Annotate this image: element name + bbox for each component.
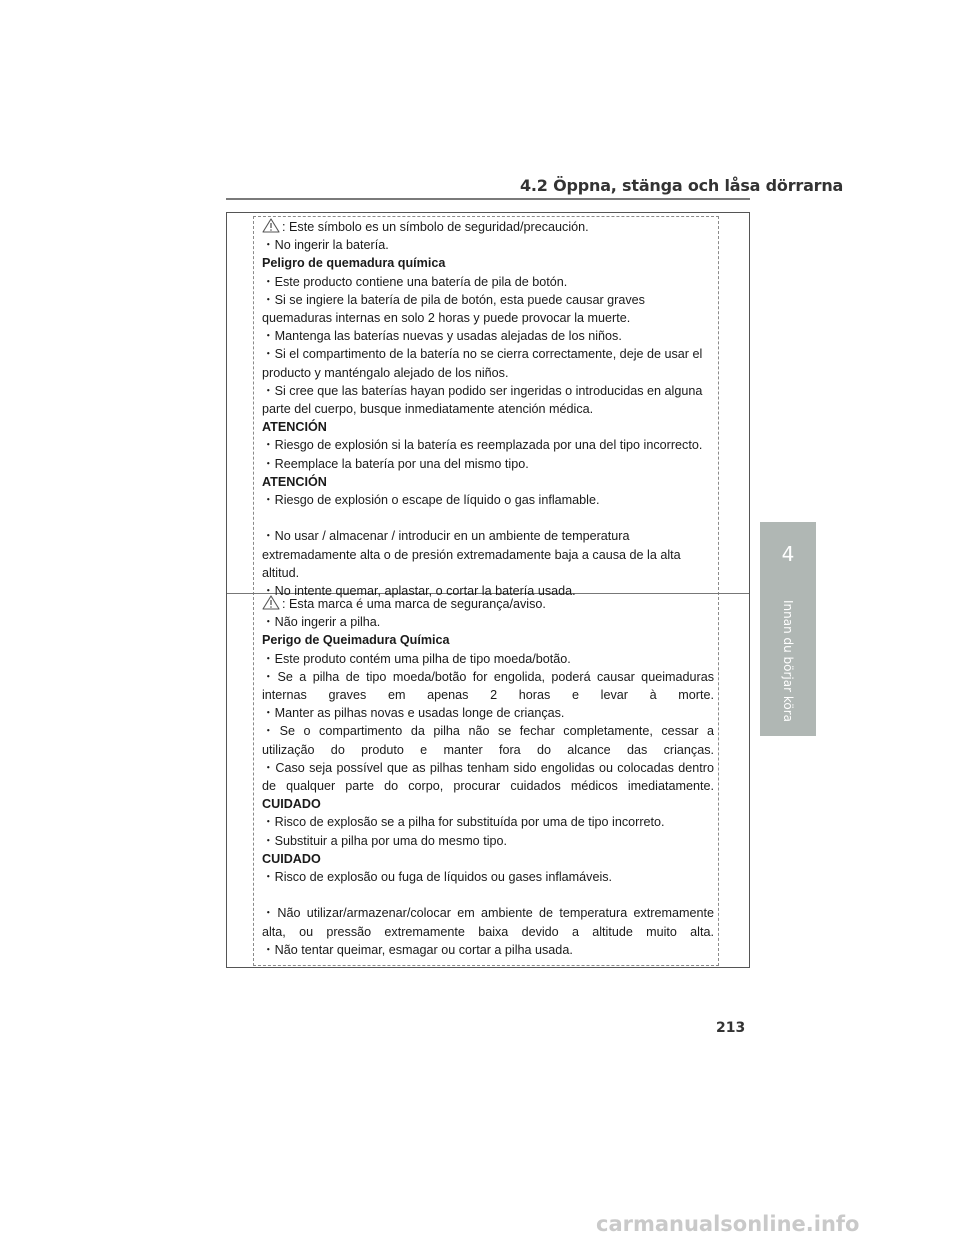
line-text: : Este símbolo es un símbolo de seguridad/precaución. [282,220,589,234]
section-heading [262,631,714,649]
header-rule [226,198,750,200]
section-heading [262,254,714,272]
text-line [262,236,714,254]
line-text: ・Si se ingiere la batería de pila de botón, esta puede causar graves quemaduras internas en solo 2 horas y puede provocar la muerte. [262,292,645,326]
spanish-warning-text [262,218,714,600]
text-line [262,704,714,722]
blank-line [262,886,714,904]
portuguese-warning-text [262,595,714,959]
text-line [262,650,714,668]
line-text: ・Caso seja possível que as pilhas tenham sido engolidas ou colocadas dentro de qualquer parte do corpo, procurar cuidados médicos imediatamente. [262,760,714,794]
line-text: ・Se o compartimento da pilha não se fechar completamente, cessar a utilização do produto e manter fora do alcance das crianças. [262,724,714,757]
text-line [262,759,714,795]
section-title: 4.2 Öppna, stänga och låsa dörrarna [520,176,844,195]
text-line [262,436,714,454]
section-heading [262,795,714,813]
text-line [262,595,714,613]
line-text: ・Este producto contiene una batería de pila de botón. [262,274,568,289]
text-line [262,668,714,704]
line-text: ・Risco de explosão se a pilha for substituída por uma de tipo incorreto. [262,815,665,830]
line-text: ・Riesgo de explosión si la batería es reemplazada por una del tipo incorrecto. [262,438,703,453]
line-text: ・Substituir a pilha por uma do mesmo tipo. [262,833,507,848]
section-heading [262,418,714,436]
text-line [262,345,714,381]
line-text: CUIDADO [262,851,321,866]
line-text: ATENCIÓN [262,474,327,489]
warning-triangle-icon [262,595,280,610]
line-text: ・Si el compartimento de la batería no se cierra correctamente, deje de usar el producto y manténgalo alejado de los niños. [262,347,703,380]
text-line [262,868,714,886]
side-label-container [760,586,816,736]
line-text: ・No intente quemar, aplastar, o cortar la batería usada. [262,584,576,599]
text-line [262,327,714,345]
text-line [262,904,714,940]
page-number: 213 [716,1020,746,1036]
line-text: Peligro de quemadura química [262,256,446,271]
section-heading [262,473,714,491]
section-heading [262,850,714,868]
text-line [262,273,714,291]
line-text: ・No ingerir la batería. [262,238,389,253]
text-line [262,941,714,959]
text-line [262,382,714,418]
line-text: ・Se a pilha de tipo moeda/botão for engolida, poderá causar queimaduras internas graves em apenas 2 horas e levar à morte. [262,669,714,703]
blank-line [262,509,714,527]
text-line [262,491,714,509]
text-line [262,813,714,831]
line-text: ・Mantenga las baterías nuevas y usadas alejadas de los niños. [262,329,622,344]
line-text: ・Riesgo de explosión o escape de líquido o gas inflamable. [262,493,600,508]
text-line [262,218,714,236]
text-line [262,527,714,582]
line-text: ・Não ingerir a pilha. [262,615,381,630]
text-line [262,613,714,631]
line-text: ・Este produto contém uma pilha de tipo moeda/botão. [262,651,571,666]
line-text: : Esta marca é uma marca de segurança/aviso. [282,597,546,611]
line-text: ATENCIÓN [262,420,327,435]
text-line [262,722,714,758]
line-text: ・Risco de explosão ou fuga de líquidos ou gases inflamáveis. [262,870,613,885]
line-text: ・Não utilizar/armazenar/colocar em ambiente de temperatura extremamente alta, ou pressão extremamente baixa devido a altitude muito alta. [262,906,714,939]
line-text: ・No usar / almacenar / introducir en un ambiente de temperatura extremadamente alta o de presión extremadamente baja a causa de la alta altitud. [262,529,681,580]
text-line [262,832,714,850]
line-text: ・Reemplace la batería por una del mismo tipo. [262,456,529,471]
text-line [262,291,714,327]
warning-triangle-icon [262,218,280,233]
line-text: ・Si cree que las baterías hayan podido ser ingeridas o introducidas en alguna parte del cuerpo, busque inmediatamente atención médica. [262,383,703,417]
chapter-tab: 4 [760,522,816,586]
line-text: Perigo de Queimadura Química [262,633,450,648]
side-label: Innan du börjar köra [781,599,796,723]
line-text: ・Manter as pilhas novas e usadas longe de crianças. [262,706,565,721]
text-line [262,455,714,473]
watermark: carmanualsonline.info [596,1212,860,1236]
line-text: ・Não tentar queimar, esmagar ou cortar a pilha usada. [262,942,573,957]
line-text: CUIDADO [262,797,321,812]
